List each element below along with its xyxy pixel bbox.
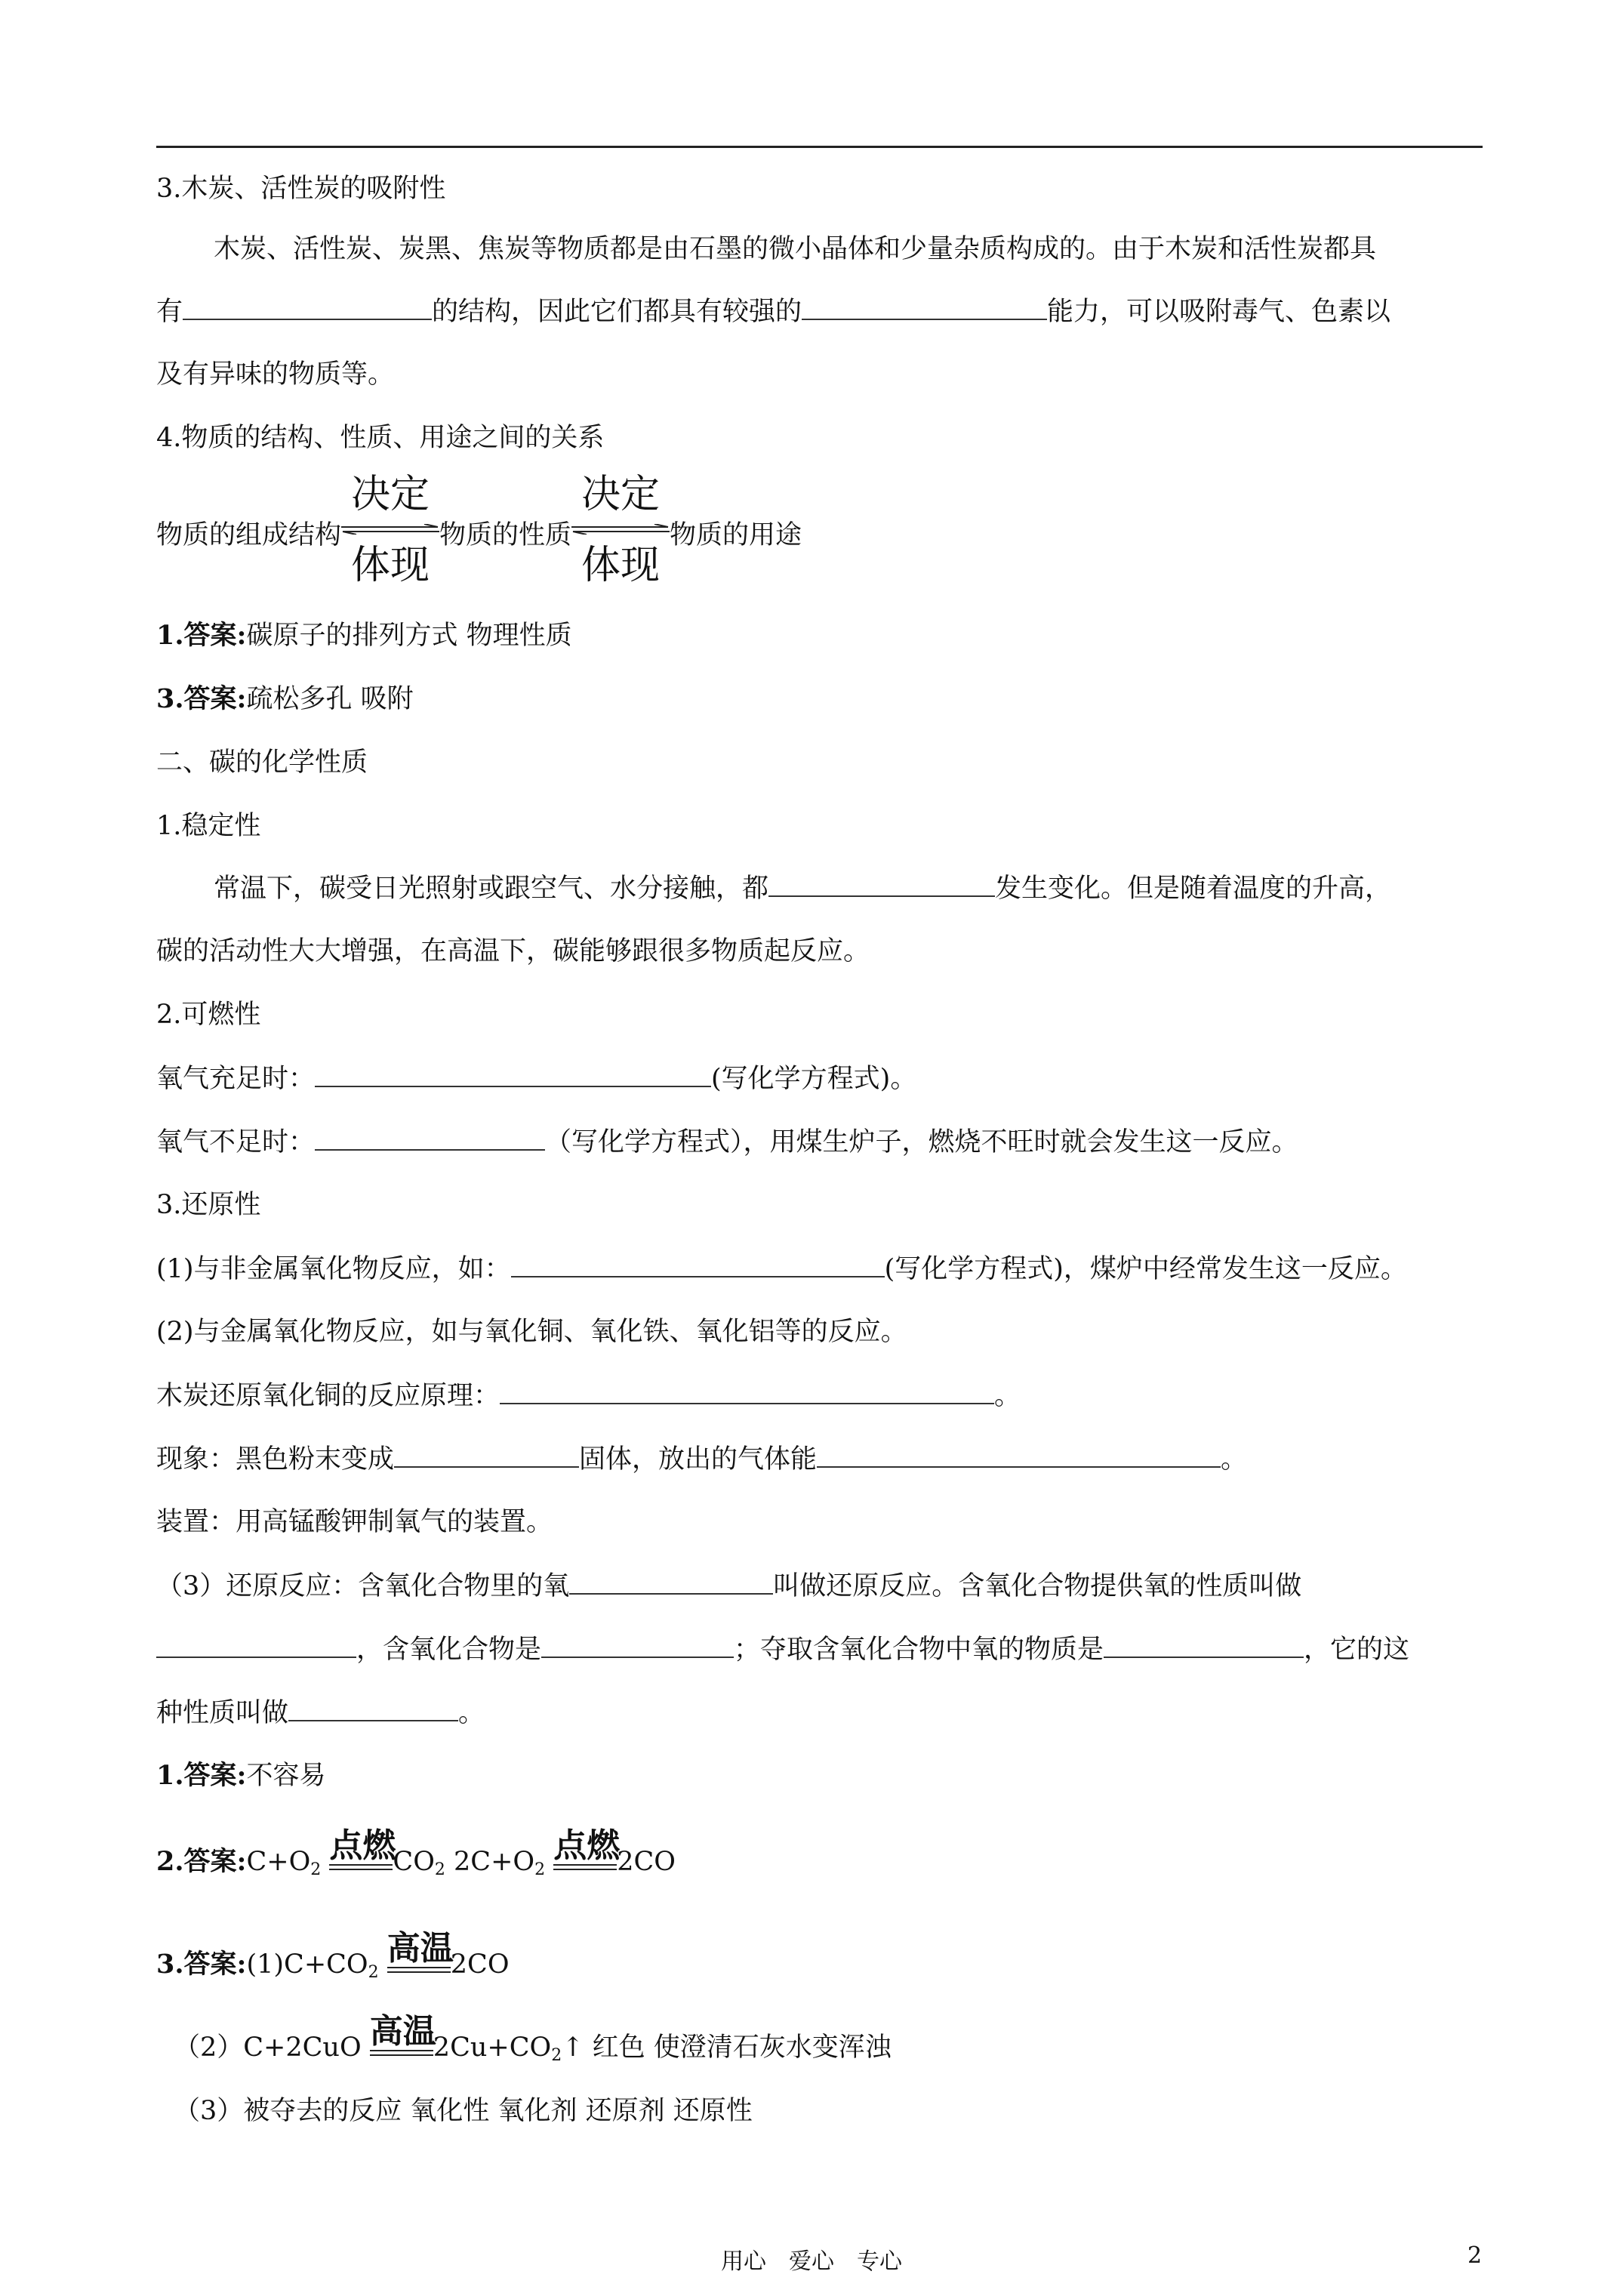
subsection-heading: 2.可燃性 — [156, 1000, 261, 1030]
reaction-condition: 点燃 — [329, 1861, 393, 1870]
paragraph-line: (2)与金属氧化物反应，如与氧化铜、氧化铁、氧化铝等的反应。 — [156, 1317, 907, 1347]
paragraph-line: 装置：用高锰酸钾制氧气的装置。 — [156, 1507, 553, 1537]
paragraph-line: （3）还原反应：含氧化合物里的氧 叫做还原反应。含氧化合物提供氧的性质叫做 — [156, 1571, 1302, 1601]
paragraph-line: 有 的结构，因此它们都具有较强的 能力，可以吸附毒气、色素以 — [156, 297, 1391, 327]
answer-line: （2）C+2CuO 高温 $2Cu+CO_2↑$ 红色 使澄清石灰水变浑浊 — [174, 2012, 892, 2065]
paragraph-line: 碳的活动性大大增强，在高温下，碳能够跟很多物质起反应。 — [156, 936, 870, 966]
fill-blank[interactable] — [288, 1697, 458, 1721]
fill-blank[interactable] — [541, 1634, 734, 1658]
reaction-condition: 点燃 — [553, 1861, 617, 1870]
fill-blank[interactable] — [315, 1063, 711, 1087]
section-heading: 4.物质的结构、性质、用途之间的关系 — [156, 423, 605, 453]
answer-line: 3.答案:疏松多孔 吸附 — [156, 683, 414, 714]
relation-diagram: 物质的组成结构 决定 体现 物质的性质 决定 体现 物质的用途 — [156, 472, 802, 588]
fill-blank[interactable] — [1104, 1634, 1304, 1658]
bidirectional-arrow: 决定 体现 — [571, 513, 670, 544]
fill-blank[interactable] — [768, 873, 995, 897]
answer-line: 1.答案:碳原子的排列方式 物理性质 — [156, 620, 572, 651]
double-arrow-icon — [571, 524, 670, 535]
answer-line: 2.答案$:C+O_2$ 点燃 $CO_2$ $2C+O_2$ 点燃 2CO — [156, 1826, 676, 1879]
double-arrow-icon — [341, 524, 439, 535]
fill-blank[interactable] — [315, 1126, 545, 1151]
fill-blank[interactable] — [156, 1634, 356, 1658]
subsection-heading: 1.稳定性 — [156, 811, 261, 841]
answer-line: 3.答案$:(1)C+CO_2$ 高温 2CO — [156, 1929, 510, 1982]
bidirectional-arrow: 决定 体现 — [341, 513, 439, 544]
paragraph-line: 种性质叫做 。 — [156, 1698, 485, 1728]
section-heading: 3.木炭、活性炭的吸附性 — [156, 174, 446, 204]
answer-line: （3）被夺去的反应 氧化性 氧化剂 还原剂 还原性 — [174, 2096, 753, 2126]
subsection-heading: 3.还原性 — [156, 1190, 261, 1220]
reaction-condition: 高温 — [370, 2047, 433, 2056]
fill-blank[interactable] — [394, 1444, 579, 1468]
fill-blank[interactable] — [802, 296, 1047, 320]
paragraph-line: 木炭、活性炭、炭黑、焦炭等物质都是由石墨的微小晶体和少量杂质构成的。由于木炭和活性炭都具 — [214, 234, 1377, 264]
section-heading: 二、碳的化学性质 — [156, 747, 368, 778]
fill-blank[interactable] — [511, 1253, 885, 1277]
page-number: 2 — [1467, 2242, 1483, 2269]
paragraph-line: 常温下，碳受日光照射或跟空气、水分接触，都 发生变化。但是随着温度的升高， — [214, 874, 1392, 904]
paragraph-line: 木炭还原氧化铜的反应原理： 。 — [156, 1381, 1021, 1411]
fill-blank[interactable] — [569, 1570, 773, 1595]
page-footer: 用心 爱心 专心 — [721, 2248, 902, 2275]
fill-blank[interactable] — [183, 296, 432, 320]
reaction-condition: 高温 — [387, 1964, 451, 1973]
answer-line: 1.答案:不容易 — [156, 1760, 326, 1791]
paragraph-line: 及有异味的物质等。 — [156, 359, 395, 390]
fill-blank[interactable] — [500, 1380, 994, 1404]
paragraph-line: 氧气不足时： （写化学方程式），用煤生炉子，燃烧不旺时就会发生这一反应。 — [156, 1127, 1298, 1157]
header-rule — [156, 146, 1483, 148]
paragraph-line: 氧气充足时： (写化学方程式)。 — [156, 1064, 917, 1094]
paragraph-line: (1)与非金属氧化物反应，如： (写化学方程式)，煤炉中经常发生这一反应。 — [156, 1254, 1407, 1284]
paragraph-line: 现象：黑色粉末变成 固体，放出的气体能 。 — [156, 1444, 1248, 1475]
paragraph-line: ，含氧化合物是 ；夺取含氧化合物中氧的物质是 ，它的这 — [156, 1634, 1409, 1665]
fill-blank[interactable] — [817, 1444, 1221, 1468]
